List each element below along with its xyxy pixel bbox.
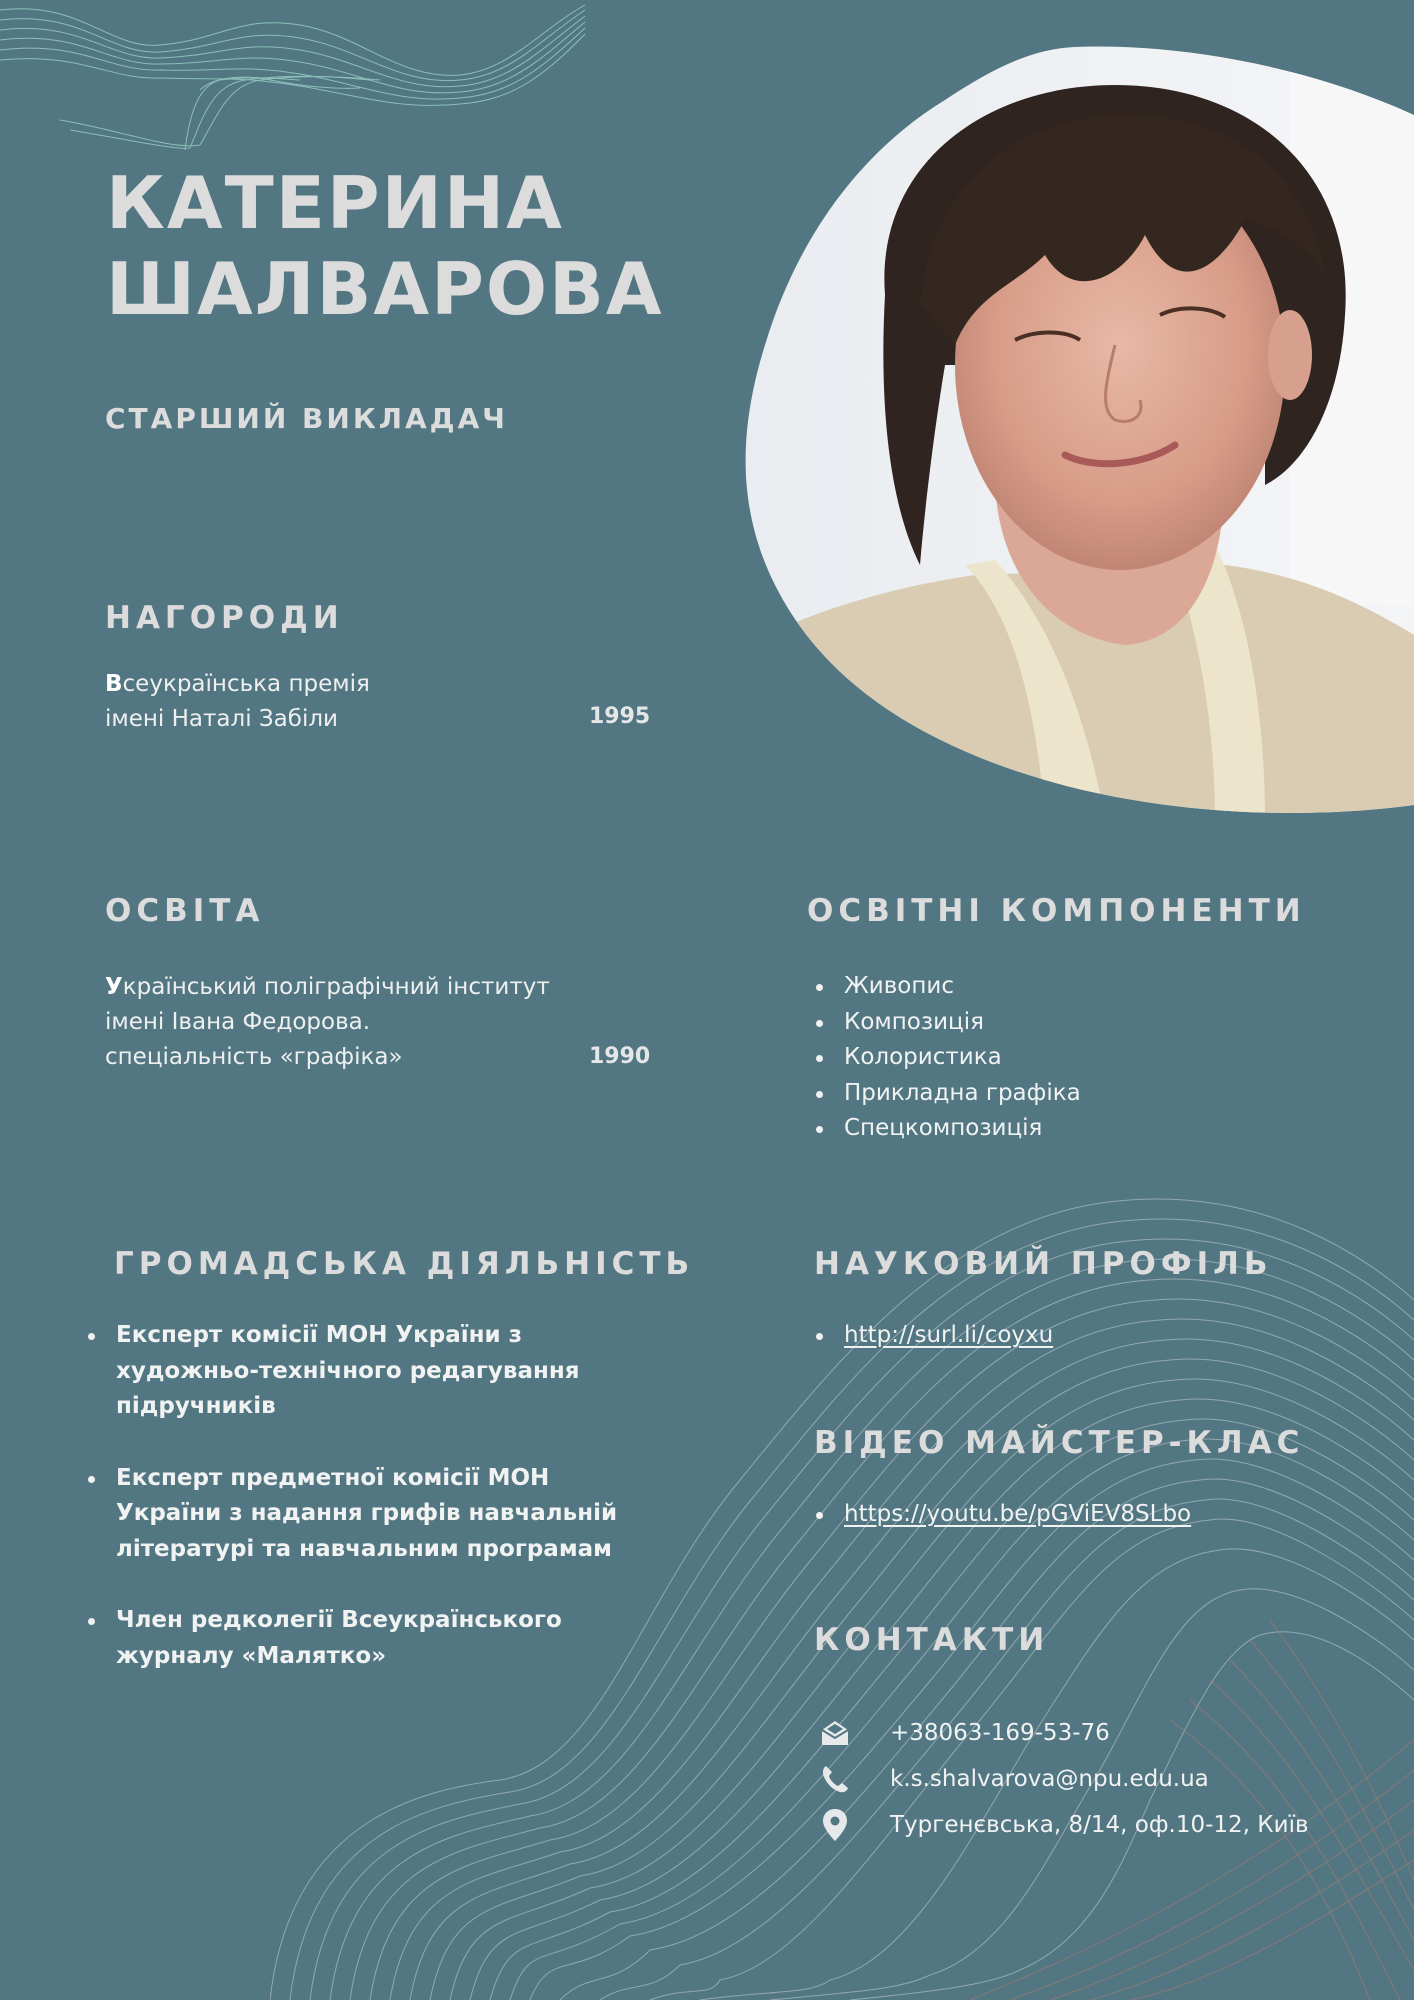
list-item: Член редколегії Всеукраїнського журналу «Малятко» bbox=[80, 1603, 640, 1674]
contacts-heading: КОНТАКТИ bbox=[814, 1622, 1050, 1658]
components-list bbox=[808, 969, 1081, 1147]
list-item: Експерт комісії МОН України з художньо-технічного редагування підручників bbox=[80, 1318, 640, 1425]
list-item: Спецкомпозиція bbox=[808, 1111, 1081, 1147]
envelope-open-icon bbox=[818, 1716, 852, 1750]
list-item: Експерт предметної комісії МОН України з надання грифів навчальній літературі та навчальним програмам bbox=[80, 1461, 640, 1568]
list-item bbox=[808, 1497, 1191, 1533]
education-heading: ОСВІТА bbox=[105, 893, 265, 929]
education-year: 1990 bbox=[589, 1044, 651, 1069]
list-item: Живопис bbox=[808, 969, 1081, 1005]
education-initial: У bbox=[105, 974, 123, 1000]
postal-address: Тургенєвська, 8/14, оф.10-12, Київ bbox=[890, 1812, 1309, 1838]
person-name bbox=[106, 160, 664, 332]
components-heading: ОСВІТНІ КОМПОНЕНТИ bbox=[807, 893, 1306, 929]
award-line2: імені Наталі Забіли bbox=[105, 706, 338, 732]
contacts-list bbox=[818, 1710, 1309, 1848]
contact-address bbox=[818, 1802, 1309, 1848]
award-item bbox=[105, 667, 370, 737]
scientific-profile-heading: НАУКОВИЙ ПРОФІЛЬ bbox=[814, 1246, 1273, 1282]
awards-heading: НАГОРОДИ bbox=[105, 600, 344, 636]
activity-heading: ГРОМАДСЬКА ДІЯЛЬНІСТЬ bbox=[114, 1246, 695, 1282]
list-item: Композиція bbox=[808, 1005, 1081, 1041]
video-heading: ВІДЕО МАЙСТЕР-КЛАС bbox=[814, 1425, 1305, 1461]
email-address[interactable]: k.s.shalvarova@npu.edu.ua bbox=[890, 1766, 1209, 1792]
list-item bbox=[808, 1318, 1053, 1354]
award-initial: В bbox=[105, 671, 123, 697]
video-list bbox=[808, 1497, 1191, 1533]
profile-photo bbox=[745, 45, 1414, 820]
decorative-wave-top bbox=[0, 0, 600, 150]
scientific-profile-link[interactable]: http://surl.li/coyxu bbox=[844, 1322, 1054, 1348]
list-item: Колористика bbox=[808, 1040, 1081, 1076]
award-year: 1995 bbox=[589, 704, 651, 729]
activity-list bbox=[80, 1318, 640, 1710]
contact-email bbox=[818, 1756, 1309, 1802]
name-first: КАТЕРИНА bbox=[106, 161, 564, 245]
education-line1: країнський поліграфічний інститут bbox=[122, 974, 550, 1000]
award-line1: сеукраїнська премія bbox=[122, 671, 370, 697]
job-title: СТАРШИЙ ВИКЛАДАЧ bbox=[105, 402, 508, 435]
contact-phone bbox=[818, 1710, 1309, 1756]
map-pin-icon bbox=[818, 1808, 852, 1842]
name-last: ШАЛВАРОВА bbox=[106, 247, 664, 331]
scientific-profile-list bbox=[808, 1318, 1053, 1354]
list-item: Прикладна графіка bbox=[808, 1076, 1081, 1112]
education-line3: спеціальність «графіка» bbox=[105, 1044, 403, 1070]
phone-number[interactable]: +38063-169-53-76 bbox=[890, 1720, 1110, 1746]
video-link[interactable]: https://youtu.be/pGViEV8SLbo bbox=[844, 1501, 1192, 1527]
education-line2: імені Івана Федорова. bbox=[105, 1009, 371, 1035]
education-item bbox=[105, 970, 550, 1075]
phone-icon bbox=[818, 1762, 852, 1796]
